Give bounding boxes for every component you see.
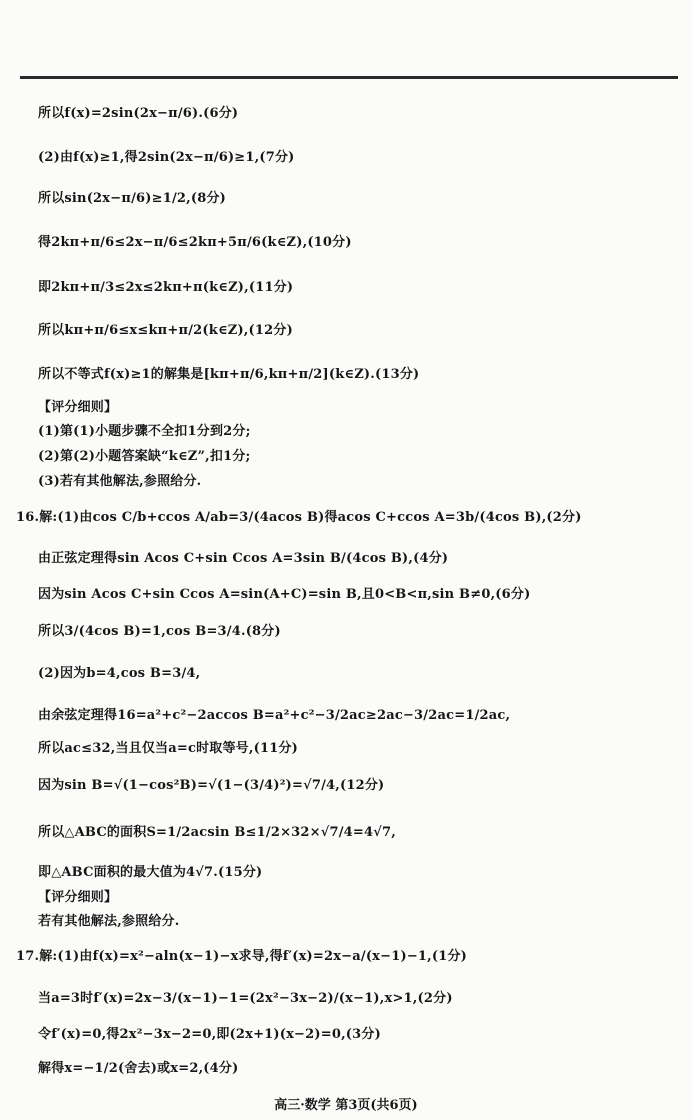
text-line: (2)因为b=4,cos B=3/4, [38,666,201,681]
text-line: 所以不等式f(x)≥1的解集是[kπ+π/6,kπ+π/2](k∈Z).(13分) [38,367,420,382]
text-line: 所以3/(4cos B)=1,cos B=3/4.(8分) [38,624,281,639]
text-line: 得2kπ+π/6≤2x−π/6≤2kπ+5π/6(k∈Z),(10分) [38,235,352,250]
text-line: 所以ac≤32,当且仅当a=c时取等号,(11分) [38,741,298,756]
text-line: (2)第(2)小题答案缺“k∈Z”,扣1分; [38,449,251,464]
text-line: 所以f(x)=2sin(2x−π/6).(6分) [38,106,239,121]
text-line: (1)第(1)小题步骤不全扣1分到2分; [38,424,251,439]
text-line: 因为sin Acos C+sin Ccos A=sin(A+C)=sin B,且0<B<π,sin B≠0,(6分) [38,587,531,602]
text-line: 由余弦定理得16=a²+c²−2accos B=a²+c²−3/2ac≥2ac−3/2ac=1/2ac, [38,708,511,723]
text-line: 所以kπ+π/6≤x≤kπ+π/2(k∈Z),(12分) [38,323,293,338]
text-line: 当a=3时f′(x)=2x−3/(x−1)−1=(2x²−3x−2)/(x−1),x>1,(2分) [38,991,453,1006]
section-heading: 【评分细则】 [38,890,118,905]
text-line: 即△ABC面积的最大值为4√7.(15分) [38,865,263,880]
text-line: 令f′(x)=0,得2x²−3x−2=0,即(2x+1)(x−2)=0,(3分) [38,1027,381,1042]
problem-16-start: 16.解:(1)由cos C/b+ccos A/ab=3/(4acos B)得acos C+ccos A=3b/(4cos B),(2分) [16,510,582,525]
header-rule [20,76,678,79]
text-line: 由正弦定理得sin Acos C+sin Ccos A=3sin B/(4cos B),(4分) [38,551,449,566]
text-line: 所以sin(2x−π/6)≥1/2,(8分) [38,191,227,206]
page-footer: 高三·数学 第3页(共6页) [274,1098,418,1113]
text-line: 因为sin B=√(1−cos²B)=√(1−(3/4)²)=√7/4,(12分) [38,778,385,793]
text-line: (3)若有其他解法,参照给分. [38,474,202,489]
problem-17-start: 17.解:(1)由f(x)=x²−aln(x−1)−x求导,得f′(x)=2x−a/(x−1)−1,(1分) [16,949,468,964]
section-heading: 【评分细则】 [38,400,118,415]
text-line: 解得x=−1/2(舍去)或x=2,(4分) [38,1061,239,1076]
text-line: 若有其他解法,参照给分. [38,914,180,929]
text-line: 所以△ABC的面积S=1/2acsin B≤1/2×32×√7/4=4√7, [38,825,396,840]
text-line: 即2kπ+π/3≤2x≤2kπ+π(k∈Z),(11分) [38,280,294,295]
text-line: (2)由f(x)≥1,得2sin(2x−π/6)≥1,(7分) [38,150,295,165]
